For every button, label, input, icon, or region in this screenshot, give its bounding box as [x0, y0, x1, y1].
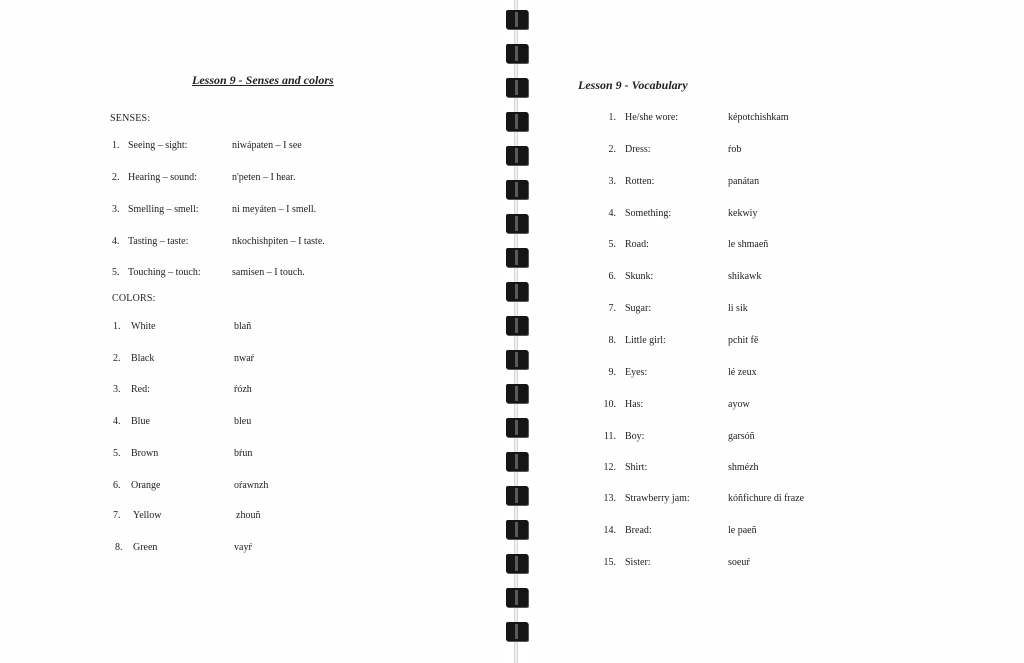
item-number: 8.: [115, 542, 123, 553]
item-term: Rotten:: [625, 176, 655, 187]
binding-coil: [506, 10, 528, 29]
item-value: nkochishpiten – I taste.: [232, 236, 325, 247]
senses-heading: SENSES:: [110, 113, 151, 124]
item-number: 1.: [112, 140, 120, 151]
item-value: kekwiy: [728, 208, 758, 219]
item-value: li sik: [728, 303, 748, 314]
item-value: pchit fě: [728, 335, 759, 346]
item-number: 15.: [603, 557, 616, 568]
binding-coil: [506, 418, 528, 437]
item-term: Smelling – smell:: [128, 204, 199, 215]
item-number: 13.: [603, 493, 616, 504]
item-value: le paeñ: [728, 525, 757, 536]
item-number: 7.: [113, 510, 121, 521]
item-term: Yellow: [133, 510, 162, 521]
item-value: bleu: [234, 416, 252, 427]
item-term: Blue: [131, 416, 150, 427]
item-number: 12.: [603, 462, 616, 473]
item-term: Hearing – sound:: [128, 172, 197, 183]
item-value: blañ: [234, 321, 252, 332]
item-number: 1.: [113, 321, 121, 332]
item-term: Green: [133, 542, 158, 553]
binding-coil: [506, 78, 528, 97]
item-number: 9.: [608, 367, 616, 378]
item-number: 2.: [112, 172, 120, 183]
item-number: 5.: [608, 239, 616, 250]
item-term: Sister:: [625, 557, 651, 568]
item-number: 14.: [603, 525, 616, 536]
item-value: ŕob: [728, 144, 742, 155]
item-value: vayŕ: [234, 542, 252, 553]
item-number: 7.: [608, 303, 616, 314]
binding-coil: [506, 384, 528, 403]
item-value: panátan: [728, 176, 760, 187]
item-value: niwápaten – I see: [232, 140, 302, 151]
item-term: Something:: [625, 208, 672, 219]
item-number: 1.: [608, 112, 616, 123]
item-number: 10.: [603, 399, 616, 410]
item-term: Seeing – sight:: [128, 140, 188, 151]
item-number: 6.: [113, 480, 121, 491]
item-term: Tasting – taste:: [128, 236, 189, 247]
item-value: képotchishkam: [728, 112, 789, 123]
item-term: Touching – touch:: [128, 267, 201, 278]
item-term: White: [131, 321, 156, 332]
item-number: 6.: [608, 271, 616, 282]
binding-coil: [506, 520, 528, 539]
left-page-title: Lesson 9 - Senses and colors: [192, 73, 334, 87]
binding-coil: [506, 44, 528, 63]
binding-coil: [506, 282, 528, 301]
spiral-binding: [500, 0, 532, 663]
item-term: Brown: [131, 448, 159, 459]
item-number: 8.: [608, 335, 616, 346]
item-term: Strawberry jam:: [625, 493, 690, 504]
item-term: Skunk:: [625, 271, 654, 282]
item-value: kóñfichure di fraze: [728, 493, 805, 504]
item-term: Boy:: [625, 431, 645, 442]
left-page: [0, 0, 500, 663]
item-value: samisen – I touch.: [232, 267, 305, 278]
item-value: bŕun: [234, 448, 253, 459]
item-term: He/she wore:: [625, 112, 679, 123]
binding-coil: [506, 588, 528, 607]
item-term: Orange: [131, 480, 161, 491]
item-term: Black: [131, 353, 155, 364]
item-number: 3.: [608, 176, 616, 187]
right-page-title: Lesson 9 - Vocabulary: [578, 78, 688, 92]
item-term: Road:: [625, 239, 649, 250]
right-page: [532, 0, 1024, 663]
binding-coil: [506, 622, 528, 641]
item-term: Little girl:: [625, 335, 666, 346]
item-value: soeuŕ: [728, 557, 750, 568]
item-number: 11.: [603, 431, 616, 442]
binding-coil: [506, 350, 528, 369]
item-number: 2.: [608, 144, 616, 155]
item-term: Red:: [131, 384, 150, 395]
item-number: 2.: [113, 353, 121, 364]
item-value: shmézh: [728, 462, 759, 473]
item-value: zhouñ: [236, 510, 261, 521]
binding-coil: [506, 554, 528, 573]
item-value: ŕózh: [234, 384, 252, 395]
binding-coil: [506, 452, 528, 471]
item-number: 4.: [112, 236, 120, 247]
item-number: 3.: [113, 384, 121, 395]
item-term: Eyes:: [625, 367, 648, 378]
item-value: garsóñ: [728, 431, 755, 442]
item-value: le shmaeñ: [728, 239, 769, 250]
item-value: shikawk: [728, 271, 762, 282]
binding-coil: [506, 112, 528, 131]
item-value: n'peten – I hear.: [232, 172, 296, 183]
binding-coil: [506, 180, 528, 199]
item-number: 3.: [112, 204, 120, 215]
item-value: ni meyáten – I smell.: [232, 204, 317, 215]
item-term: Bread:: [625, 525, 652, 536]
item-term: Sugar:: [625, 303, 652, 314]
binding-coil: [506, 248, 528, 267]
item-value: lé zeux: [728, 367, 757, 378]
binding-coil: [506, 486, 528, 505]
item-number: 5.: [113, 448, 121, 459]
item-value: oŕawnzh: [234, 480, 269, 491]
item-term: Shirt:: [625, 462, 648, 473]
colors-heading: COLORS:: [112, 293, 156, 304]
item-number: 4.: [113, 416, 121, 427]
item-term: Has:: [625, 399, 644, 410]
item-value: ayow: [728, 399, 750, 410]
item-number: 5.: [112, 267, 120, 278]
binding-coil: [506, 146, 528, 165]
item-number: 4.: [608, 208, 616, 219]
item-term: Dress:: [625, 144, 651, 155]
binding-coil: [506, 316, 528, 335]
item-value: nwaŕ: [234, 353, 254, 364]
binding-coil: [506, 214, 528, 233]
